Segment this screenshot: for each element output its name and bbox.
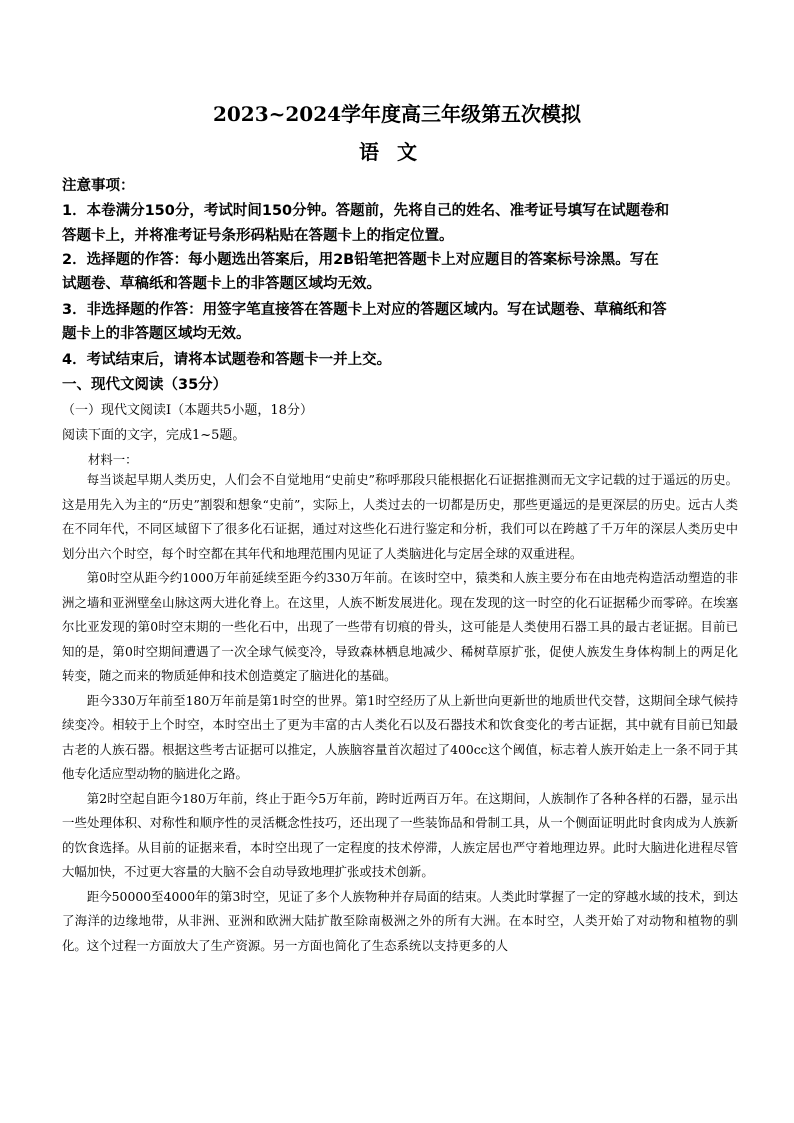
notice-line: 题卡上的非答题区域均无效。 <box>62 326 251 342</box>
notice-line: 1．本卷满分150分，考试时间150分钟。答题前，先将自己的姓名、准考证号填写在试题卷和 <box>62 203 670 219</box>
notice-line: 试题卷、草稿纸和答题卡上的非答题区域均无效。 <box>62 276 381 292</box>
section-subheading: （一）现代文阅读Ⅰ（本题共5小题，18分） <box>62 403 313 418</box>
passage-paragraph: 第2时空起自距今180万年前，终止于距今5万年前，跨时近两百万年。在这期间，人族制作了各种各样的石器，显示出一些处理体积、对称性和顺序性的灵活概念性技巧，还出现了一些装饰品和骨制工具，从一个侧面证明此时食肉成为人族新的饮食选择。从目前的证据来看，本时空出现了一定程度的技术停滞，人族定居也严守着地理边界。此时大脑进化进程尽管大幅加快，不过更大容量的大脑不会自动导致地理扩张或技术创新。 <box>62 790 738 879</box>
notice-line: 2．选择题的作答：每小题选出答案后，用2B铅笔把答题卡上对应题目的答案标号涂黑。写在 <box>62 252 659 268</box>
material-label: 材料一： <box>88 452 138 467</box>
notice-line: 答题卡上，并将准考证号条形码粘贴在答题卡上的指定位置。 <box>62 228 454 244</box>
passage-paragraph: 每当谈起早期人类历史，人们会不自觉地用“史前史”称呼那段只能根据化石证据推测而无文字记载的过于遥远的历史。这是用先入为主的“历史”割裂和想象“史前”，实际上，人类过去的一切都是历史，那些更遥远的是更深层的历史。远古人类在不同年代，不同区域留下了很多化石证据，通过对这些化石进行鉴定和分析，我们可以在跨越了千万年的深层人类历史中划分出六个时空，每个时空都在其年代和地理范围内见证了人类脑进化与定居全球的双重进程。 <box>62 472 738 561</box>
subject-title: 语文 <box>359 140 435 164</box>
passage-paragraph: 距今50000至4000年的第3时空，见证了多个人族物种并存局面的结束。人类此时掌握了一定的穿越水域的技术，到达了海洋的边缘地带，从非洲、亚洲和欧洲大陆扩散至除南极洲之外的所有大洲。在本时空，人类开始了对动物和植物的驯化。这个过程一方面放大了生产资源。另一方面也简化了生态系统以支持更多的人 <box>62 888 738 953</box>
notice-line: 4．考试结束后，请将本试题卷和答题卡一并上交。 <box>62 352 392 368</box>
passage-paragraph: 第0时空从距今约1000万年前延续至距今约330万年前。在该时空中，猿类和人族主要分布在由地壳构造活动塑造的非洲之墙和亚洲壁垒山脉这两大进化脊上。在这里，人族不断发展进化。现在发现的这一时空的化石证据稀少而零碎。在埃塞尔比亚发现的第0时空末期的一些化石中，出现了一些带有切痕的骨头，这可能是人类使用石器工具的最古老证据。目前已知的是，第0时空期间遭遇了一次全球气候变冷，导致森林栖息地减少、稀树草原扩张，促使人族发生身体构制上的两足化转变，随之而来的物质延伸和技术创造奠定了脑进化的基础。 <box>62 570 738 683</box>
reading-instruction: 阅读下面的文字，完成1~5题。 <box>62 428 246 443</box>
notice-heading: 注意事项： <box>62 178 135 194</box>
section-heading: 一、现代文阅读（35分） <box>62 377 228 393</box>
passage <box>62 468 738 958</box>
exam-title: 2023~2024学年度高三年级第五次模拟 <box>212 102 582 126</box>
passage-paragraph: 距今330万年前至180万年前是第1时空的世界。第1时空经历了从上新世向更新世的地质世代交替，这期间全球气候持续变冷。相较于上个时空，本时空出土了更为丰富的古人类化石以及石器技术和饮食变化的考古证据，其中就有目前已知最古老的人族石器。根据这些考古证据可以推定，人族脑容量首次超过了400cc这个阈值，标志着人族开始走上一条不同于其他专化适应型动物的脑进化之路。 <box>62 692 738 781</box>
notice-line: 3．非选择题的作答：用签字笔直接答在答题卡上对应的答题区域内。写在试题卷、草稿纸和答 <box>62 302 667 318</box>
